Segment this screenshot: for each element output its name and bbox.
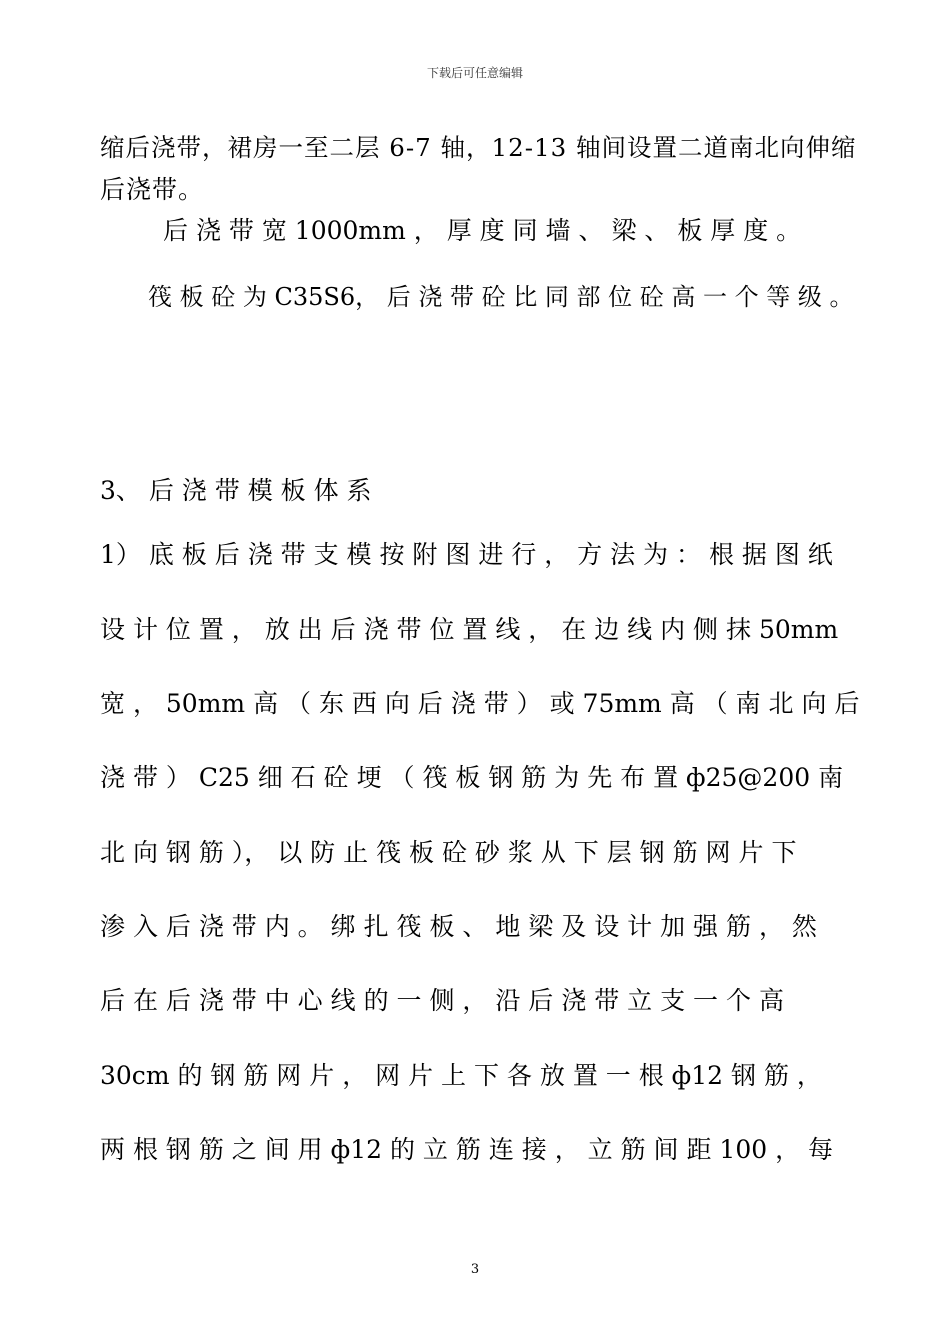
paragraph-line: 两 根 钢 筋 之 间 用 ф12 的 立 筋 连 接 ， 立 筋 间 距 100 ， 每	[100, 1135, 834, 1164]
page-number: 3	[470, 1262, 480, 1277]
paragraph-line: 缩后浇带，裙房一至二层 6-7 轴，12-13 轴间设置二道南北向伸缩	[100, 133, 857, 162]
paragraph-line: 北 向 钢 筋 ）， 以 防 止 筏 板 砼 砂 浆 从 下 层 钢 筋 网 片 下	[100, 838, 797, 867]
paragraph-line: 后 浇 带 宽 1000mm ， 厚 度 同 墙 、 梁 、 板 厚 度 。	[163, 216, 802, 245]
paragraph-line: 1） 底 板 后 浇 带 支 模 按 附 图 进 行 ， 方 法 为 ： 根 据 图 纸	[100, 540, 833, 569]
page-header: 下载后可任意编辑	[426, 66, 523, 80]
paragraph-line: 30cm 的 钢 筋 网 片 ， 网 片 上 下 各 放 置 一 根 ф12 钢 筋 ，	[100, 1061, 822, 1090]
paragraph-line: 宽 ， 50mm 高 （ 东 西 向 后 浇 带 ） 或 75mm 高 （ 南 北 向 后	[100, 689, 860, 718]
paragraph-line: 浇 带 ） C25 细 石 砼 埂 （ 筏 板 钢 筋 为 先 布 置 ф25@200 南	[100, 763, 844, 792]
paragraph-line: 后 在 后 浇 带 中 心 线 的 一 侧 ， 沿 后 浇 带 立 支 一 个 高	[100, 986, 784, 1015]
paragraph-line: 渗 入 后 浇 带 内 。 绑 扎 筏 板 、 地 梁 及 设 计 加 强 筋 ， 然	[100, 912, 817, 941]
section-heading: 3、 后 浇 带 模 板 体 系	[100, 476, 372, 505]
paragraph-line: 筏 板 砼 为 C35S6， 后 浇 带 砼 比 同 部 位 砼 高 一 个 等 级 。	[148, 283, 854, 311]
paragraph-line: 后浇带。	[100, 175, 205, 204]
paragraph-line: 设 计 位 置 ， 放 出 后 浇 带 位 置 线 ， 在 边 线 内 侧 抹 50mm	[100, 615, 839, 644]
